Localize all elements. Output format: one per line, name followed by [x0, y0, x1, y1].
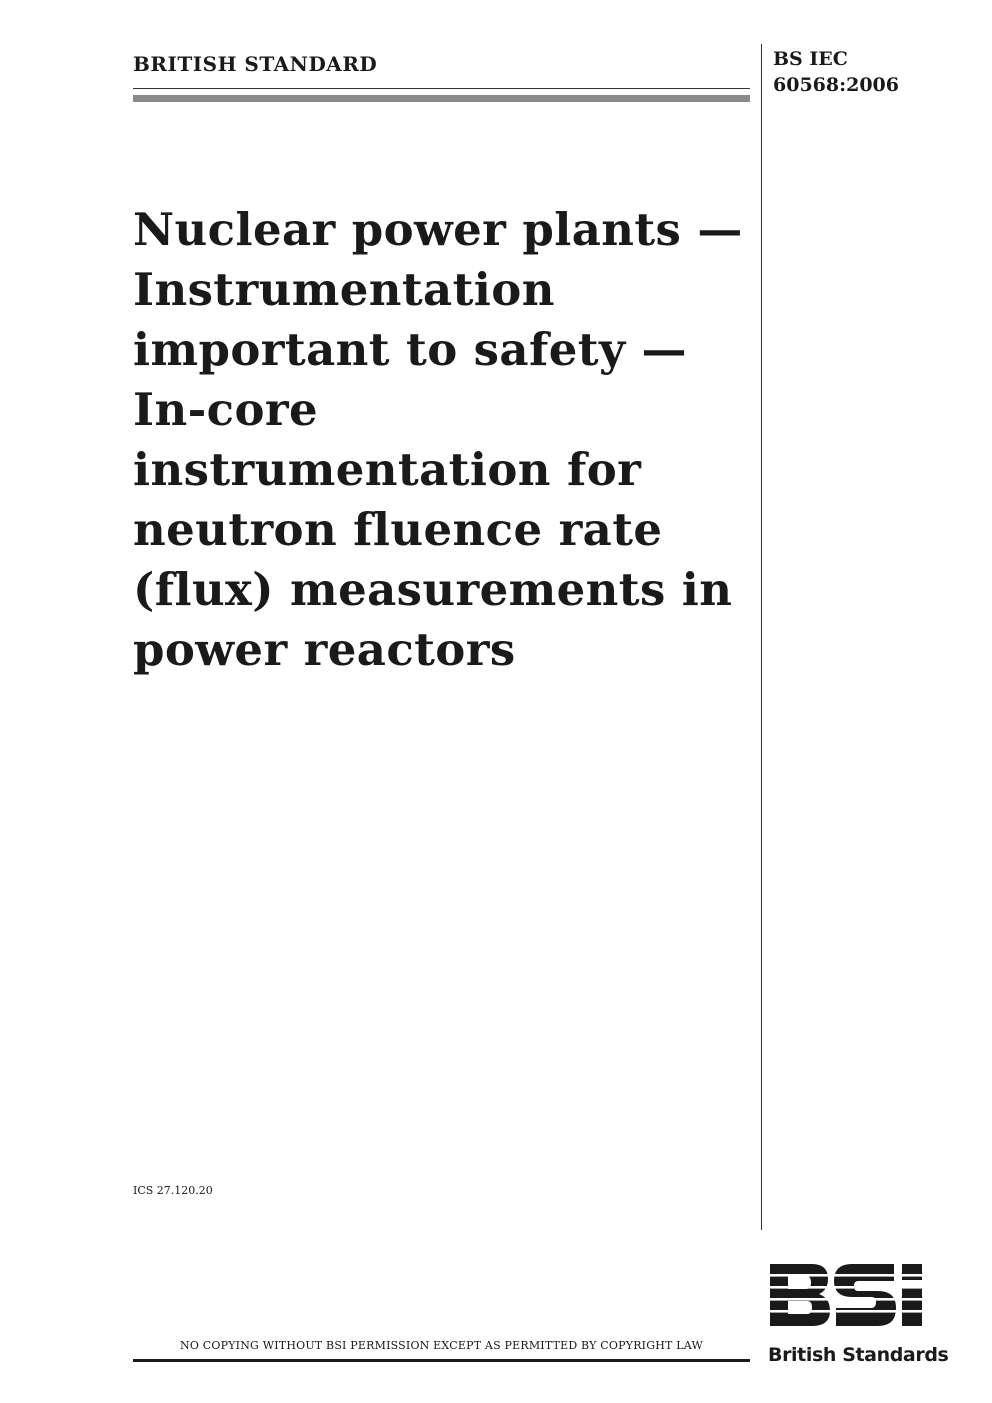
footer-rule: [133, 1359, 750, 1362]
title-line: power reactors: [133, 623, 516, 676]
title-line: In-core: [133, 383, 318, 436]
bsi-logo-letter-s: [834, 1264, 896, 1326]
document-number: [773, 46, 899, 98]
standard-label: BRITISH STANDARD: [133, 52, 378, 76]
logo-caption: British Standards: [768, 1344, 949, 1366]
title-line: Instrumentation: [133, 263, 555, 316]
document-number-id: 60568:2006: [773, 74, 899, 96]
document-number-prefix: BS IEC: [773, 48, 848, 70]
header-rule-thick: [133, 95, 750, 102]
title-line: (flux) measurements in: [133, 563, 733, 616]
bsi-logo: [768, 1262, 946, 1328]
copyright-notice: NO COPYING WITHOUT BSI PERMISSION EXCEPT AS PERMITTED BY COPYRIGHT LAW: [180, 1339, 703, 1352]
bsi-logo-i-dot: [902, 1264, 922, 1280]
bsi-logo-letter-b: [770, 1264, 830, 1326]
title-line: neutron fluence rate: [133, 503, 663, 556]
title-line: instrumentation for: [133, 443, 642, 496]
title-line: Nuclear power plants —: [133, 203, 743, 256]
title-line: important to safety —: [133, 323, 687, 376]
vertical-divider: [761, 44, 762, 1230]
ics-code: ICS 27.120.20: [133, 1184, 213, 1197]
bsi-logo-letter-i: [902, 1286, 922, 1326]
header-rule-thin: [133, 88, 750, 89]
document-title: [133, 200, 758, 680]
